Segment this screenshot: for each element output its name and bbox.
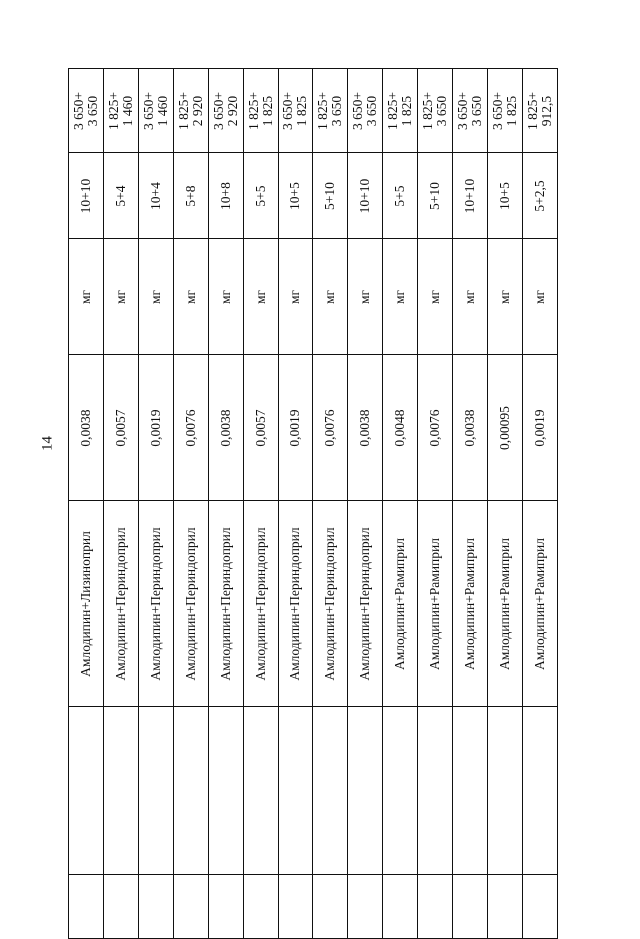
- dose-text: 0,0038: [217, 408, 233, 447]
- cell-blank1: [313, 707, 348, 875]
- total-text: [211, 92, 239, 130]
- unit-text: мг: [252, 289, 268, 304]
- combo-text: 10+10: [357, 178, 373, 213]
- total-text: [316, 92, 344, 130]
- dose-text: 0,0076: [427, 408, 443, 447]
- cell-total: [313, 69, 348, 153]
- cell-total: [383, 69, 418, 153]
- drug-text: Амлодипин+Рамиприл: [531, 537, 547, 670]
- cell-unit: [453, 239, 488, 355]
- cell-total: [418, 69, 453, 153]
- cell-total: [138, 69, 173, 153]
- dose-text: 0,0019: [531, 408, 547, 447]
- drug-text: Амлодипин+Рамиприл: [462, 537, 478, 670]
- total-line: 3 650+: [350, 91, 366, 130]
- unit-text: мг: [392, 289, 408, 304]
- cell-dose: [488, 355, 523, 501]
- cell-total: [278, 69, 313, 153]
- total-line: 3 650: [84, 95, 100, 126]
- total-line: 1 825+: [385, 91, 401, 130]
- combo-text: 5+4: [112, 184, 128, 207]
- cell-unit: [103, 239, 138, 355]
- total-line: 1 825+: [245, 91, 261, 130]
- total-line: 1 825+: [315, 91, 331, 130]
- total-text: [421, 92, 449, 130]
- combo-text: 10+10: [77, 178, 93, 213]
- cell-dose: [138, 355, 173, 501]
- cell-total: [69, 69, 104, 153]
- cell-unit: [488, 239, 523, 355]
- drug-text: Амлодипин+Периндоприл: [357, 526, 373, 681]
- cell-combo: [522, 153, 557, 239]
- total-line: 3 650+: [70, 91, 86, 130]
- cell-drug: [208, 501, 243, 707]
- total-line: 1 460: [154, 95, 170, 126]
- unit-text: мг: [496, 289, 512, 304]
- total-line: 1 825: [294, 95, 310, 126]
- total-line: 1 825: [259, 95, 275, 126]
- combo-text: 10+4: [147, 181, 163, 210]
- cell-unit: [522, 239, 557, 355]
- cell-unit: [348, 239, 383, 355]
- table-band-blank1: [69, 707, 558, 875]
- total-text: [491, 92, 519, 130]
- cell-combo: [138, 153, 173, 239]
- total-line: 3 650+: [489, 91, 505, 130]
- cell-unit: [278, 239, 313, 355]
- combo-text: 10+8: [217, 181, 233, 210]
- cell-combo: [208, 153, 243, 239]
- total-line: 3 650+: [280, 91, 296, 130]
- table-band-unit: [69, 239, 558, 355]
- unit-text: мг: [182, 289, 198, 304]
- unit-text: мг: [322, 289, 338, 304]
- drug-text: Амлодипин+Периндоприл: [322, 526, 338, 681]
- cell-blank1: [103, 707, 138, 875]
- unit-text: мг: [217, 289, 233, 304]
- cell-blank2: [243, 875, 278, 939]
- cell-drug: [418, 501, 453, 707]
- table-band-blank2: [69, 875, 558, 939]
- total-text: [177, 92, 205, 130]
- cell-blank2: [103, 875, 138, 939]
- cell-drug: [138, 501, 173, 707]
- drug-text: Амлодипин+Периндоприл: [182, 526, 198, 681]
- drug-text: Амлодипин+Рамиприл: [392, 537, 408, 670]
- drug-text: Амлодипин+Периндоприл: [217, 526, 233, 681]
- cell-total: [453, 69, 488, 153]
- total-line: 912,5: [538, 95, 554, 126]
- cell-blank1: [69, 707, 104, 875]
- cell-dose: [313, 355, 348, 501]
- cell-blank1: [208, 707, 243, 875]
- table-band-dose: [69, 355, 558, 501]
- table-band-drug: [69, 501, 558, 707]
- cell-blank2: [418, 875, 453, 939]
- cell-combo: [313, 153, 348, 239]
- cell-total: [488, 69, 523, 153]
- cell-combo: [278, 153, 313, 239]
- total-text: [142, 92, 170, 130]
- cell-dose: [278, 355, 313, 501]
- cell-drug: [453, 501, 488, 707]
- cell-dose: [173, 355, 208, 501]
- cell-blank1: [278, 707, 313, 875]
- cell-total: [243, 69, 278, 153]
- cell-dose: [348, 355, 383, 501]
- cell-blank2: [208, 875, 243, 939]
- unit-text: мг: [287, 289, 303, 304]
- total-text: [72, 92, 100, 130]
- drug-text: Амлодипин+Рамиприл: [427, 537, 443, 670]
- cell-blank2: [522, 875, 557, 939]
- cell-blank1: [383, 707, 418, 875]
- dose-text: 0,0076: [182, 408, 198, 447]
- total-line: 3 650+: [140, 91, 156, 130]
- total-text: [351, 92, 379, 130]
- cell-combo: [418, 153, 453, 239]
- drug-text: Амлодипин+Рамиприл: [496, 537, 512, 670]
- total-line: 3 650: [434, 95, 450, 126]
- cell-combo: [69, 153, 104, 239]
- combo-text: 5+5: [392, 184, 408, 207]
- unit-text: мг: [147, 289, 163, 304]
- dose-text: 0,0019: [287, 408, 303, 447]
- cell-combo: [348, 153, 383, 239]
- cell-combo: [103, 153, 138, 239]
- total-line: 1 825+: [175, 91, 191, 130]
- cell-blank2: [453, 875, 488, 939]
- dose-text: 0,0019: [147, 408, 163, 447]
- cell-total: [348, 69, 383, 153]
- cell-blank1: [522, 707, 557, 875]
- cell-total: [103, 69, 138, 153]
- total-line: 1 825: [504, 95, 520, 126]
- cell-dose: [383, 355, 418, 501]
- cell-unit: [173, 239, 208, 355]
- combo-text: 10+5: [287, 181, 303, 210]
- dose-text: 0,0038: [462, 408, 478, 447]
- total-line: 1 825: [399, 95, 415, 126]
- cell-drug: [243, 501, 278, 707]
- cell-combo: [383, 153, 418, 239]
- cell-drug: [383, 501, 418, 707]
- cell-dose: [69, 355, 104, 501]
- total-line: 2 920: [189, 95, 205, 126]
- cell-drug: [278, 501, 313, 707]
- dose-text: 0,0057: [252, 408, 268, 447]
- total-text: [456, 92, 484, 130]
- cell-drug: [348, 501, 383, 707]
- cell-blank2: [69, 875, 104, 939]
- combo-text: 5+10: [322, 181, 338, 210]
- cell-drug: [522, 501, 557, 707]
- cell-unit: [69, 239, 104, 355]
- unit-text: мг: [531, 289, 547, 304]
- unit-text: мг: [462, 289, 478, 304]
- cell-total: [173, 69, 208, 153]
- cell-blank1: [138, 707, 173, 875]
- total-text: [281, 92, 309, 130]
- cell-unit: [208, 239, 243, 355]
- cell-unit: [383, 239, 418, 355]
- cell-blank1: [348, 707, 383, 875]
- unit-text: мг: [357, 289, 373, 304]
- drug-text: Амлодипин+Периндоприл: [147, 526, 163, 681]
- drug-text: Амлодипин+Периндоприл: [112, 526, 128, 681]
- cell-blank2: [313, 875, 348, 939]
- total-line: 2 920: [224, 95, 240, 126]
- cell-dose: [208, 355, 243, 501]
- combo-text: 5+2,5: [531, 179, 547, 212]
- cell-blank1: [453, 707, 488, 875]
- dose-text: 0,00095: [496, 405, 512, 450]
- total-text: [107, 92, 135, 130]
- cell-blank2: [488, 875, 523, 939]
- total-line: 1 825+: [105, 91, 121, 130]
- cell-drug: [173, 501, 208, 707]
- unit-text: мг: [427, 289, 443, 304]
- cell-blank2: [348, 875, 383, 939]
- cell-unit: [313, 239, 348, 355]
- cell-blank2: [383, 875, 418, 939]
- cell-unit: [138, 239, 173, 355]
- combo-text: 10+5: [496, 181, 512, 210]
- cell-drug: [313, 501, 348, 707]
- cell-combo: [243, 153, 278, 239]
- dosage-table: [68, 68, 558, 939]
- total-line: 3 650+: [454, 91, 470, 130]
- cell-unit: [243, 239, 278, 355]
- total-line: 1 825+: [420, 91, 435, 130]
- cell-dose: [522, 355, 557, 501]
- unit-text: мг: [77, 289, 93, 304]
- cell-drug: [69, 501, 104, 707]
- cell-drug: [103, 501, 138, 707]
- total-text: [526, 92, 554, 130]
- total-line: 3 650: [329, 95, 345, 126]
- drug-text: Амлодипин+Периндоприл: [252, 526, 268, 681]
- cell-combo: [453, 153, 488, 239]
- dose-text: 0,0048: [392, 408, 408, 447]
- total-text: [386, 92, 414, 130]
- cell-unit: [418, 239, 453, 355]
- cell-dose: [103, 355, 138, 501]
- cell-drug: [488, 501, 523, 707]
- total-text: [246, 92, 274, 130]
- total-line: 3 650: [469, 95, 485, 126]
- dosage-table-wrapper: [68, 68, 558, 856]
- drug-text: Амлодипин+Лизиноприл: [77, 530, 93, 677]
- cell-blank1: [173, 707, 208, 875]
- total-line: 3 650+: [210, 91, 226, 130]
- cell-blank1: [418, 707, 453, 875]
- combo-text: 5+5: [252, 184, 268, 207]
- drug-text: Амлодипин+Периндоприл: [287, 526, 303, 681]
- cell-total: [522, 69, 557, 153]
- cell-blank1: [488, 707, 523, 875]
- page-number: 14: [39, 436, 56, 451]
- cell-dose: [453, 355, 488, 501]
- combo-text: 10+10: [462, 178, 478, 213]
- combo-text: 5+10: [427, 181, 443, 210]
- dose-text: 0,0038: [357, 408, 373, 447]
- unit-text: мг: [112, 289, 128, 304]
- total-line: 1 460: [119, 95, 135, 126]
- cell-blank2: [138, 875, 173, 939]
- table-band-combo: [69, 153, 558, 239]
- cell-combo: [488, 153, 523, 239]
- dose-text: 0,0076: [322, 408, 338, 447]
- cell-dose: [418, 355, 453, 501]
- dose-text: 0,0038: [77, 408, 93, 447]
- cell-blank2: [278, 875, 313, 939]
- cell-dose: [243, 355, 278, 501]
- cell-combo: [173, 153, 208, 239]
- table-band-total: [69, 69, 558, 153]
- dose-text: 0,0057: [112, 408, 128, 447]
- combo-text: 5+8: [182, 184, 198, 207]
- total-line: 3 650: [364, 95, 380, 126]
- total-line: 1 825+: [524, 91, 540, 130]
- cell-total: [208, 69, 243, 153]
- cell-blank2: [173, 875, 208, 939]
- cell-blank1: [243, 707, 278, 875]
